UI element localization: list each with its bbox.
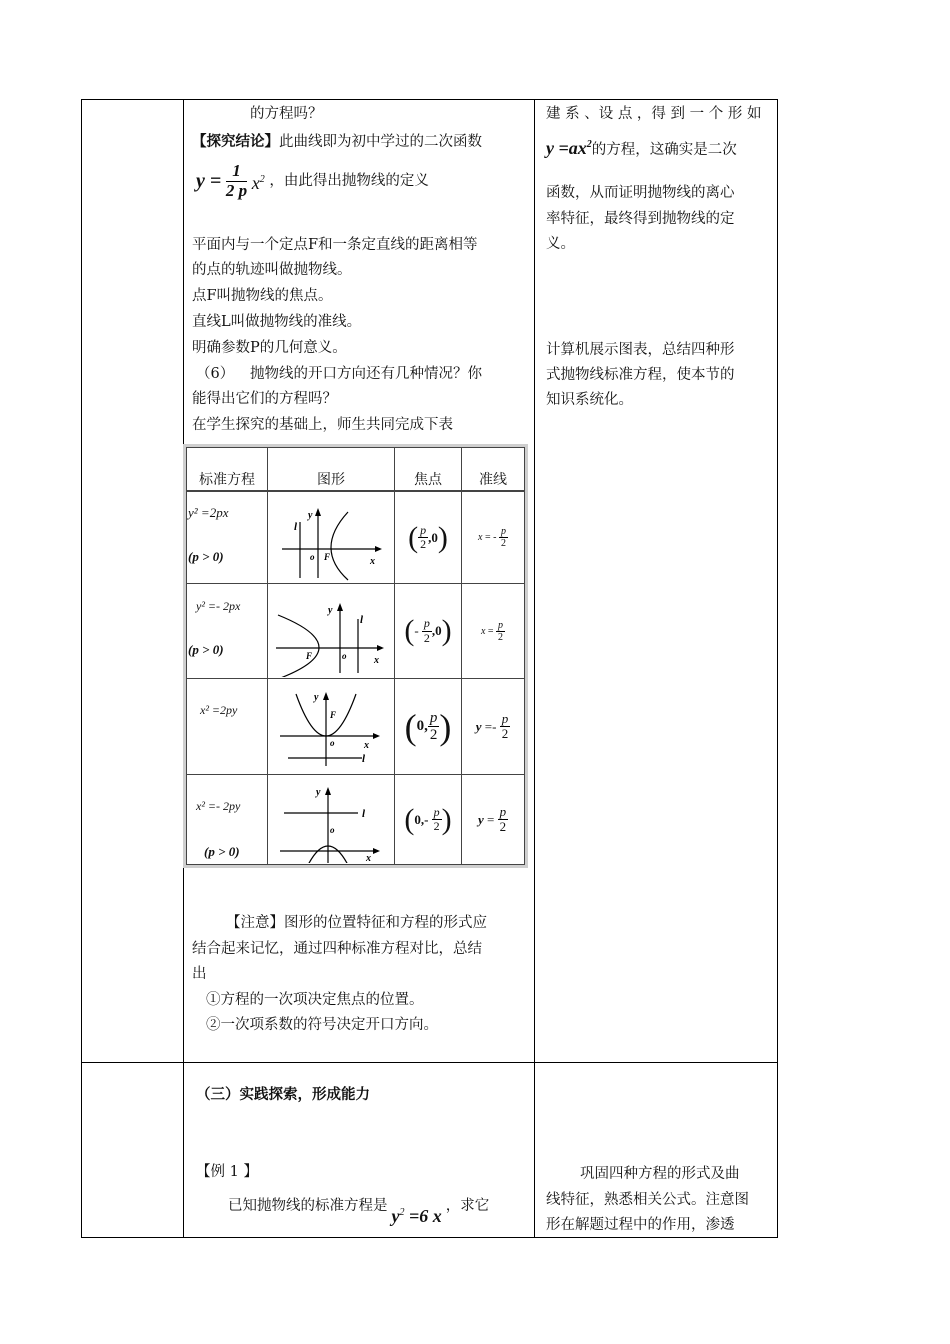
formula-fraction: $\frac{1}{2 p}$ <box>225 161 248 200</box>
header-directrix: 准线 <box>479 472 507 488</box>
col3-para3-line1: 巩固四种方程的形式及曲 <box>580 1166 740 1182</box>
svg-text:y: y <box>316 787 321 798</box>
svg-text:F: F <box>324 552 331 562</box>
formula-after-text: ，由此得出抛物线的定义 <box>269 173 429 190</box>
col3-para1-line5: 义。 <box>546 236 575 252</box>
graph-left-opening <box>270 587 392 677</box>
quadratic-formula-line <box>196 162 429 200</box>
directrix-definition: 直线L叫做抛物线的准线。 <box>192 314 362 330</box>
svg-text:y: y <box>308 510 313 521</box>
row1-directrix: x = - $\frac{p}{2}$ <box>478 526 506 549</box>
svg-text:x: x <box>366 853 371 863</box>
table-row-divider <box>81 1062 778 1063</box>
row2-eq-cell <box>186 583 268 679</box>
table-intro: 在学生探究的基础上，师生共同完成下表 <box>192 417 453 433</box>
svg-text:x: x <box>364 740 369 751</box>
table-border-right <box>777 99 778 1238</box>
row3-focus: ( 0, $\frac{p}{2}$ ) <box>404 706 452 747</box>
graph-up-opening <box>270 682 392 772</box>
col3-formula: $y =ax^2$ <box>546 138 592 158</box>
col3-para1-line2 <box>546 130 737 165</box>
graph-right-opening <box>270 494 392 582</box>
svg-text:o: o <box>330 738 335 748</box>
header-equation: 标准方程 <box>199 472 255 488</box>
row3-equation: x² =2py <box>200 703 238 717</box>
row4-focus: ( 0,- $\frac{p}{2}$ ) <box>404 802 452 836</box>
row4-condition: (p > 0) <box>204 844 240 859</box>
svg-text:x: x <box>370 556 375 567</box>
row2-focus: ( - $\frac{p}{2}$ ,0 ) <box>404 614 452 647</box>
question-6-number: （6） <box>196 366 235 382</box>
table-border-left <box>81 99 82 1238</box>
question-6-line-1: 抛物线的开口方向还有几种情况？你 <box>250 366 482 382</box>
focus-definition: 点F叫抛物线的焦点。 <box>192 288 333 304</box>
row4-directrix: y = $\frac{p}{2}$ <box>477 803 507 834</box>
conclusion-line <box>192 129 482 155</box>
col3-para1-after-formula: 的方程，这确实是二次 <box>591 142 737 158</box>
example-1-line <box>228 1188 490 1226</box>
row1-equation: y² =2px <box>188 505 229 520</box>
example-1-after: ，求它 <box>445 1198 490 1214</box>
svg-text:o: o <box>330 825 335 835</box>
col3-para3-line3: 形在解题过程中的作用，渗透 <box>546 1217 735 1233</box>
example-1-text: 已知抛物线的标准方程是 <box>228 1198 388 1214</box>
svg-text:l: l <box>294 521 298 533</box>
parabola-standard-forms-table <box>183 444 528 868</box>
question-6-line-2: 能得出它们的方程吗？ <box>192 391 337 407</box>
row1-focus: ( $\frac{p}{2}$ ,0 ) <box>408 520 448 554</box>
graph-down-opening <box>270 777 392 863</box>
col3-para2-line1: 计算机展示图表，总结四种形 <box>546 342 735 358</box>
col3-para1-line1: 建 系 、设 点 ，得 到 一 个 形 如 <box>546 106 762 122</box>
row1-condition: (p > 0) <box>188 549 224 564</box>
row4-equation: x² =- 2py <box>196 799 241 813</box>
svg-text:F: F <box>306 651 313 661</box>
col3-para2-line3: 知识系统化。 <box>546 392 633 408</box>
row2-equation: y² =- 2px <box>196 599 241 613</box>
question-continuation: 的方程吗？ <box>250 106 323 122</box>
conclusion-label: 【探究结论】 <box>192 133 279 150</box>
section-3-title: （三）实践探索，形成能力 <box>196 1086 370 1103</box>
svg-text:l: l <box>362 808 366 820</box>
formula-y-equals: y = <box>196 170 222 193</box>
example-1-formula: $y^2 =6$ x <box>391 1206 442 1226</box>
svg-text:x: x <box>374 655 379 666</box>
formula-x-squared: $x^2$ <box>251 172 265 193</box>
col3-para2-line2: 式抛物线标准方程，使本节的 <box>546 367 735 383</box>
svg-text:o: o <box>342 651 347 661</box>
svg-text:l: l <box>360 614 364 626</box>
row2-directrix: x = $\frac{p}{2}$ <box>480 619 504 643</box>
note-label: 【注意】 <box>226 915 284 931</box>
definition-line-1: 平面内与一个定点F和一条定直线的距离相等 <box>192 237 478 253</box>
row2-condition: (p > 0) <box>188 642 224 657</box>
row3-directrix: y =- $\frac{p}{2}$ <box>475 710 509 741</box>
note-line-1 <box>226 911 487 936</box>
header-focus: 焦点 <box>414 472 442 488</box>
table-border-col2 <box>534 99 535 1238</box>
note-item-1: ①方程的一次项决定焦点的位置。 <box>206 992 424 1008</box>
header-graph: 图形 <box>317 472 345 488</box>
row3-eq-cell <box>186 678 268 775</box>
conclusion-text: 此曲线即为初中学过的二次函数 <box>279 134 482 150</box>
svg-text:l: l <box>362 753 366 765</box>
note-item-2: ②一次项系数的符号决定开口方向。 <box>206 1017 438 1033</box>
col3-para3-line2: 线特征，熟悉相关公式。注意图 <box>546 1192 749 1208</box>
definition-line-2: 的点的轨迹叫做抛物线。 <box>192 262 352 278</box>
table-border-top <box>81 99 778 100</box>
svg-text:o: o <box>310 552 315 562</box>
col3-para1-line4: 率特征，最终得到抛物线的定 <box>546 211 735 227</box>
note-line-2: 结合起来记忆，通过四种标准方程对比，总结 <box>192 941 482 957</box>
svg-text:y: y <box>314 692 319 703</box>
example-1-label: 【例 1 】 <box>196 1164 258 1180</box>
svg-text:y: y <box>328 605 333 616</box>
svg-text:F: F <box>330 710 337 720</box>
note-line-3: 出 <box>192 966 207 982</box>
parameter-meaning: 明确参数P的几何意义。 <box>192 340 347 356</box>
col3-para1-line3: 函数，从而证明抛物线的离心 <box>546 185 735 201</box>
note-text-1: 图形的位置特征和方程的形式应 <box>284 915 487 931</box>
